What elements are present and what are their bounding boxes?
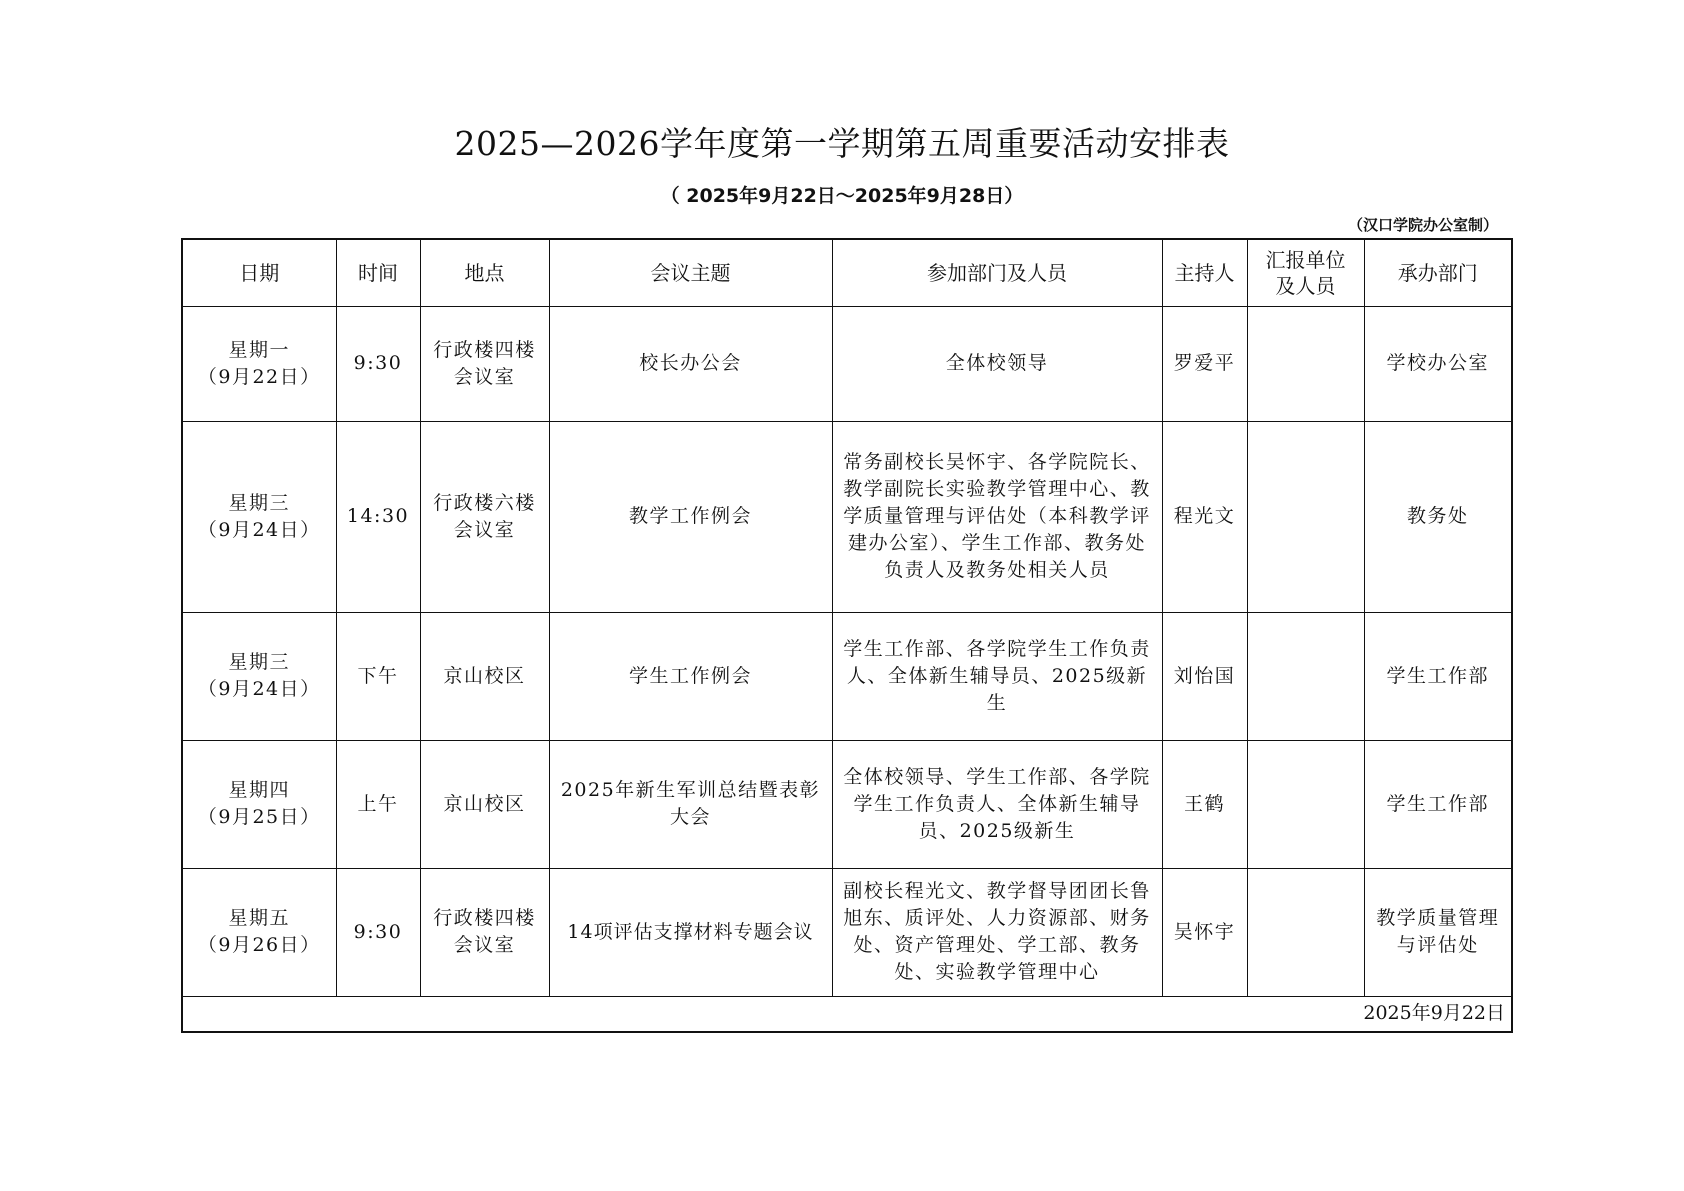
cell-attendees: 全体校领导 bbox=[832, 306, 1162, 421]
cell-location: 行政楼四楼会议室 bbox=[420, 868, 549, 996]
cell-date bbox=[182, 306, 336, 421]
cell-host: 刘怡国 bbox=[1162, 612, 1247, 740]
cell-host: 罗爱平 bbox=[1162, 306, 1247, 421]
cell-attendees: 全体校领导、学生工作部、各学院学生工作负责人、全体新生辅导员、2025级新生 bbox=[832, 740, 1162, 868]
cell-reporter bbox=[1247, 740, 1364, 868]
table-row bbox=[182, 740, 1512, 868]
cell-time: 9:30 bbox=[336, 306, 420, 421]
cell-location: 行政楼六楼会议室 bbox=[420, 421, 549, 612]
cell-topic: 14项评估支撑材料专题会议 bbox=[549, 868, 832, 996]
cell-location: 京山校区 bbox=[420, 612, 549, 740]
schedule-table bbox=[181, 238, 1513, 1033]
cell-organizer: 教学质量管理与评估处 bbox=[1364, 868, 1512, 996]
cell-time: 下午 bbox=[336, 612, 420, 740]
column-header-time: 时间 bbox=[336, 239, 420, 306]
cell-time: 上午 bbox=[336, 740, 420, 868]
column-header-location: 地点 bbox=[420, 239, 549, 306]
cell-date bbox=[182, 868, 336, 996]
date-text: （9月25日） bbox=[197, 806, 321, 828]
cell-organizer: 学生工作部 bbox=[1364, 612, 1512, 740]
column-header-host: 主持人 bbox=[1162, 239, 1247, 306]
cell-attendees: 副校长程光文、教学督导团团长鲁旭东、质评处、人力资源部、财务处、资产管理处、学工部、教务处、实验教学管理中心 bbox=[832, 868, 1162, 996]
cell-organizer: 教务处 bbox=[1364, 421, 1512, 612]
cell-time: 9:30 bbox=[336, 868, 420, 996]
date-text: （9月24日） bbox=[197, 678, 321, 700]
cell-date bbox=[182, 421, 336, 612]
weekday-text: 星期五 bbox=[228, 907, 290, 929]
cell-attendees: 常务副校长吴怀宇、各学院院长、教学副院长实验教学管理中心、教学质量管理与评估处（本科教学评建办公室）、学生工作部、教务处负责人及教务处相关人员 bbox=[832, 421, 1162, 612]
cell-host: 王鹤 bbox=[1162, 740, 1247, 868]
column-header-topic: 会议主题 bbox=[549, 239, 832, 306]
column-header-reporter: 汇报单位及人员 bbox=[1247, 239, 1364, 306]
column-header-attendees: 参加部门及人员 bbox=[832, 239, 1162, 306]
date-range: （ 2025年9月22日～2025年9月28日） bbox=[660, 185, 1024, 207]
cell-location: 京山校区 bbox=[420, 740, 549, 868]
cell-location: 行政楼四楼会议室 bbox=[420, 306, 549, 421]
cell-topic: 校长办公会 bbox=[549, 306, 832, 421]
cell-attendees: 学生工作部、各学院学生工作负责人、全体新生辅导员、2025级新生 bbox=[832, 612, 1162, 740]
cell-topic: 教学工作例会 bbox=[549, 421, 832, 612]
table-footer-row bbox=[182, 996, 1512, 1032]
weekday-text: 星期四 bbox=[228, 779, 290, 801]
cell-reporter bbox=[1247, 421, 1364, 612]
cell-host: 吴怀宇 bbox=[1162, 868, 1247, 996]
cell-reporter bbox=[1247, 612, 1364, 740]
table-row bbox=[182, 421, 1512, 612]
cell-date bbox=[182, 612, 336, 740]
column-header-organizer: 承办部门 bbox=[1364, 239, 1512, 306]
date-text: （9月22日） bbox=[197, 365, 321, 388]
cell-organizer: 学生工作部 bbox=[1364, 740, 1512, 868]
cell-topic: 学生工作例会 bbox=[549, 612, 832, 740]
date-text: （9月24日） bbox=[197, 518, 321, 541]
cell-reporter bbox=[1247, 868, 1364, 996]
footer-date: 2025年9月22日 bbox=[182, 996, 1512, 1032]
cell-organizer: 学校办公室 bbox=[1364, 306, 1512, 421]
date-text: （9月26日） bbox=[197, 934, 321, 956]
cell-date bbox=[182, 740, 336, 868]
weekday-text: 星期三 bbox=[228, 651, 290, 673]
weekday-text: 星期一 bbox=[228, 338, 290, 361]
cell-reporter bbox=[1247, 306, 1364, 421]
column-header-date: 日期 bbox=[182, 239, 336, 306]
table-row bbox=[182, 612, 1512, 740]
table-row bbox=[182, 306, 1512, 421]
document-title: 2025—2026学年度第一学期第五周重要活动安排表 bbox=[454, 124, 1230, 163]
weekday-text: 星期三 bbox=[228, 491, 290, 514]
issuer-note: （汉口学院办公室制） bbox=[1347, 216, 1498, 234]
cell-time: 14:30 bbox=[336, 421, 420, 612]
table-row bbox=[182, 868, 1512, 996]
cell-topic: 2025年新生军训总结暨表彰大会 bbox=[549, 740, 832, 868]
table-header-row bbox=[182, 239, 1512, 306]
cell-host: 程光文 bbox=[1162, 421, 1247, 612]
